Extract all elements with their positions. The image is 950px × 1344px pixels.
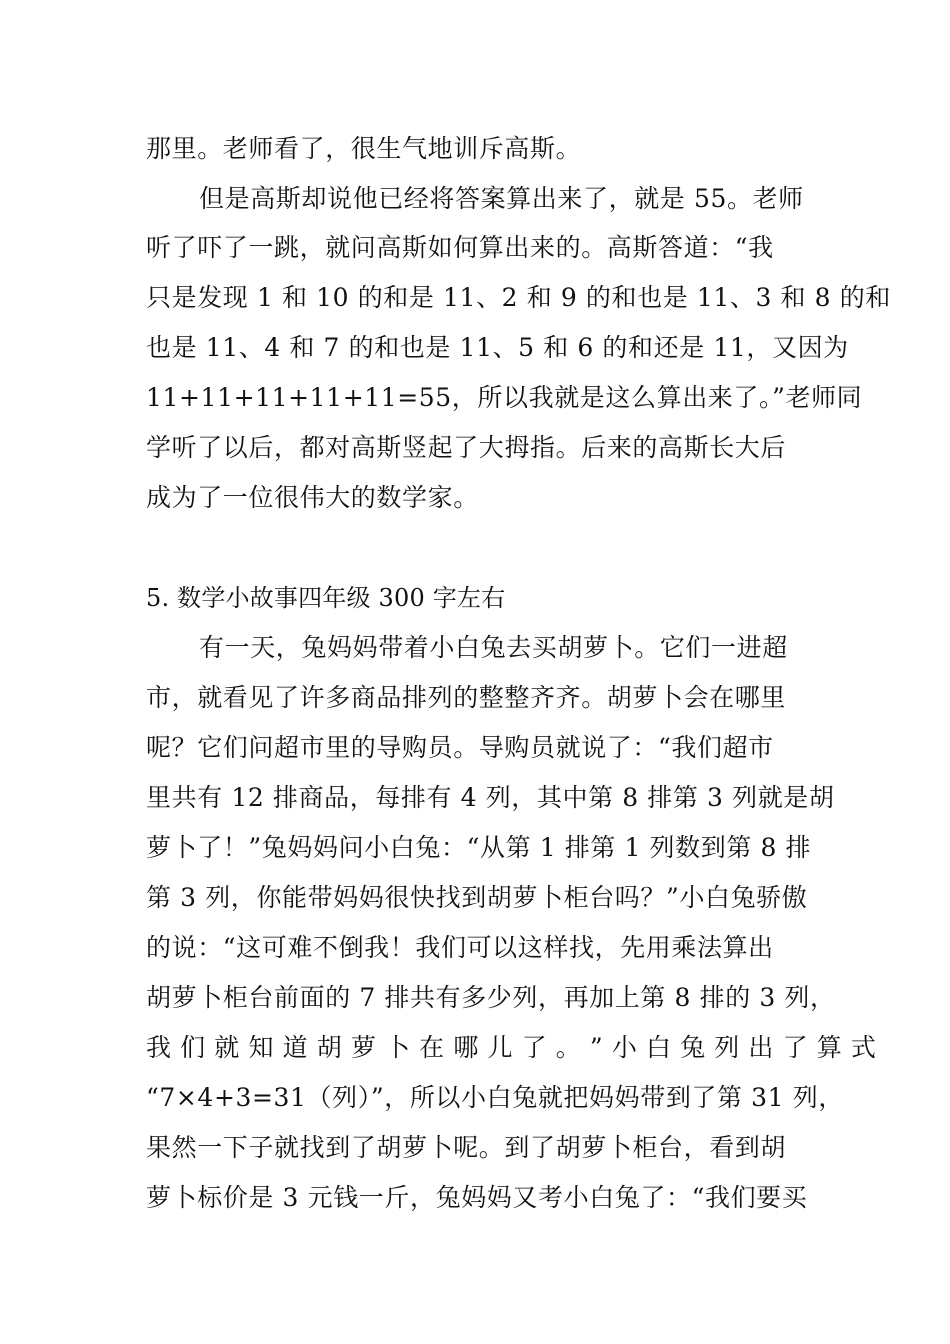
section-heading: 5. 数学小故事四年级 300 字左右 — [146, 584, 506, 612]
paragraph-line: 呢？它们问超市里的导购员。导购员就说了：“我们超市 — [146, 733, 774, 762]
paragraph-line: 萝卜标价是 3 元钱一斤，兔妈妈又考小白兔了：“我们要买 — [146, 1183, 808, 1212]
paragraph-line: 那里。老师看了，很生气地训斥高斯。 — [146, 134, 582, 163]
paragraph-line: “7×4+3=31（列）”，所以小白兔就把妈妈带到了第 31 列， — [146, 1083, 844, 1112]
paragraph-line: 但是高斯却说他已经将答案算出来了，就是 55。老师 — [199, 184, 804, 213]
paragraph-line: 有一天，兔妈妈带着小白兔去买胡萝卜。它们一进超 — [199, 633, 788, 662]
paragraph-line: 11+11+11+11+11=55，所以我就是这么算出来了。”老师同 — [146, 383, 863, 412]
paragraph-line: 我 们 就 知 道 胡 萝 卜 在 哪 儿 了 。 ” 小 白 兔 列 出 了 算 式 — [146, 1033, 877, 1062]
paragraph-line: 果然一下子就找到了胡萝卜呢。到了胡萝卜柜台，看到胡 — [146, 1133, 787, 1162]
paragraph-line: 的说：“这可难不倒我！我们可以这样找，先用乘法算出 — [146, 933, 774, 962]
paragraph-line: 听了吓了一跳，就问高斯如何算出来的。高斯答道：“我 — [146, 233, 774, 262]
paragraph-line: 里共有 12 排商品，每排有 4 列，其中第 8 排第 3 列就是胡 — [146, 783, 835, 812]
paragraph-line: 学听了以后，都对高斯竖起了大拇指。后来的高斯长大后 — [146, 433, 787, 462]
paragraph-line: 只是发现 1 和 10 的和是 11、2 和 9 的和也是 11、3 和 8 的和 — [146, 283, 891, 312]
paragraph-line: 市，就看见了许多商品排列的整整齐齐。胡萝卜会在哪里 — [146, 683, 787, 712]
paragraph-line: 胡萝卜柜台前面的 7 排共有多少列，再加上第 8 排的 3 列， — [146, 983, 836, 1012]
paragraph-line: 萝卜了！”兔妈妈问小白兔：“从第 1 排第 1 列数到第 8 排 — [146, 833, 812, 862]
paragraph-line: 第 3 列，你能带妈妈很快找到胡萝卜柜台吗？”小白兔骄傲 — [146, 883, 808, 912]
paragraph-line: 也是 11、4 和 7 的和也是 11、5 和 6 的和还是 11，又因为 — [146, 333, 849, 362]
paragraph-line: 成为了一位很伟大的数学家。 — [146, 483, 479, 512]
